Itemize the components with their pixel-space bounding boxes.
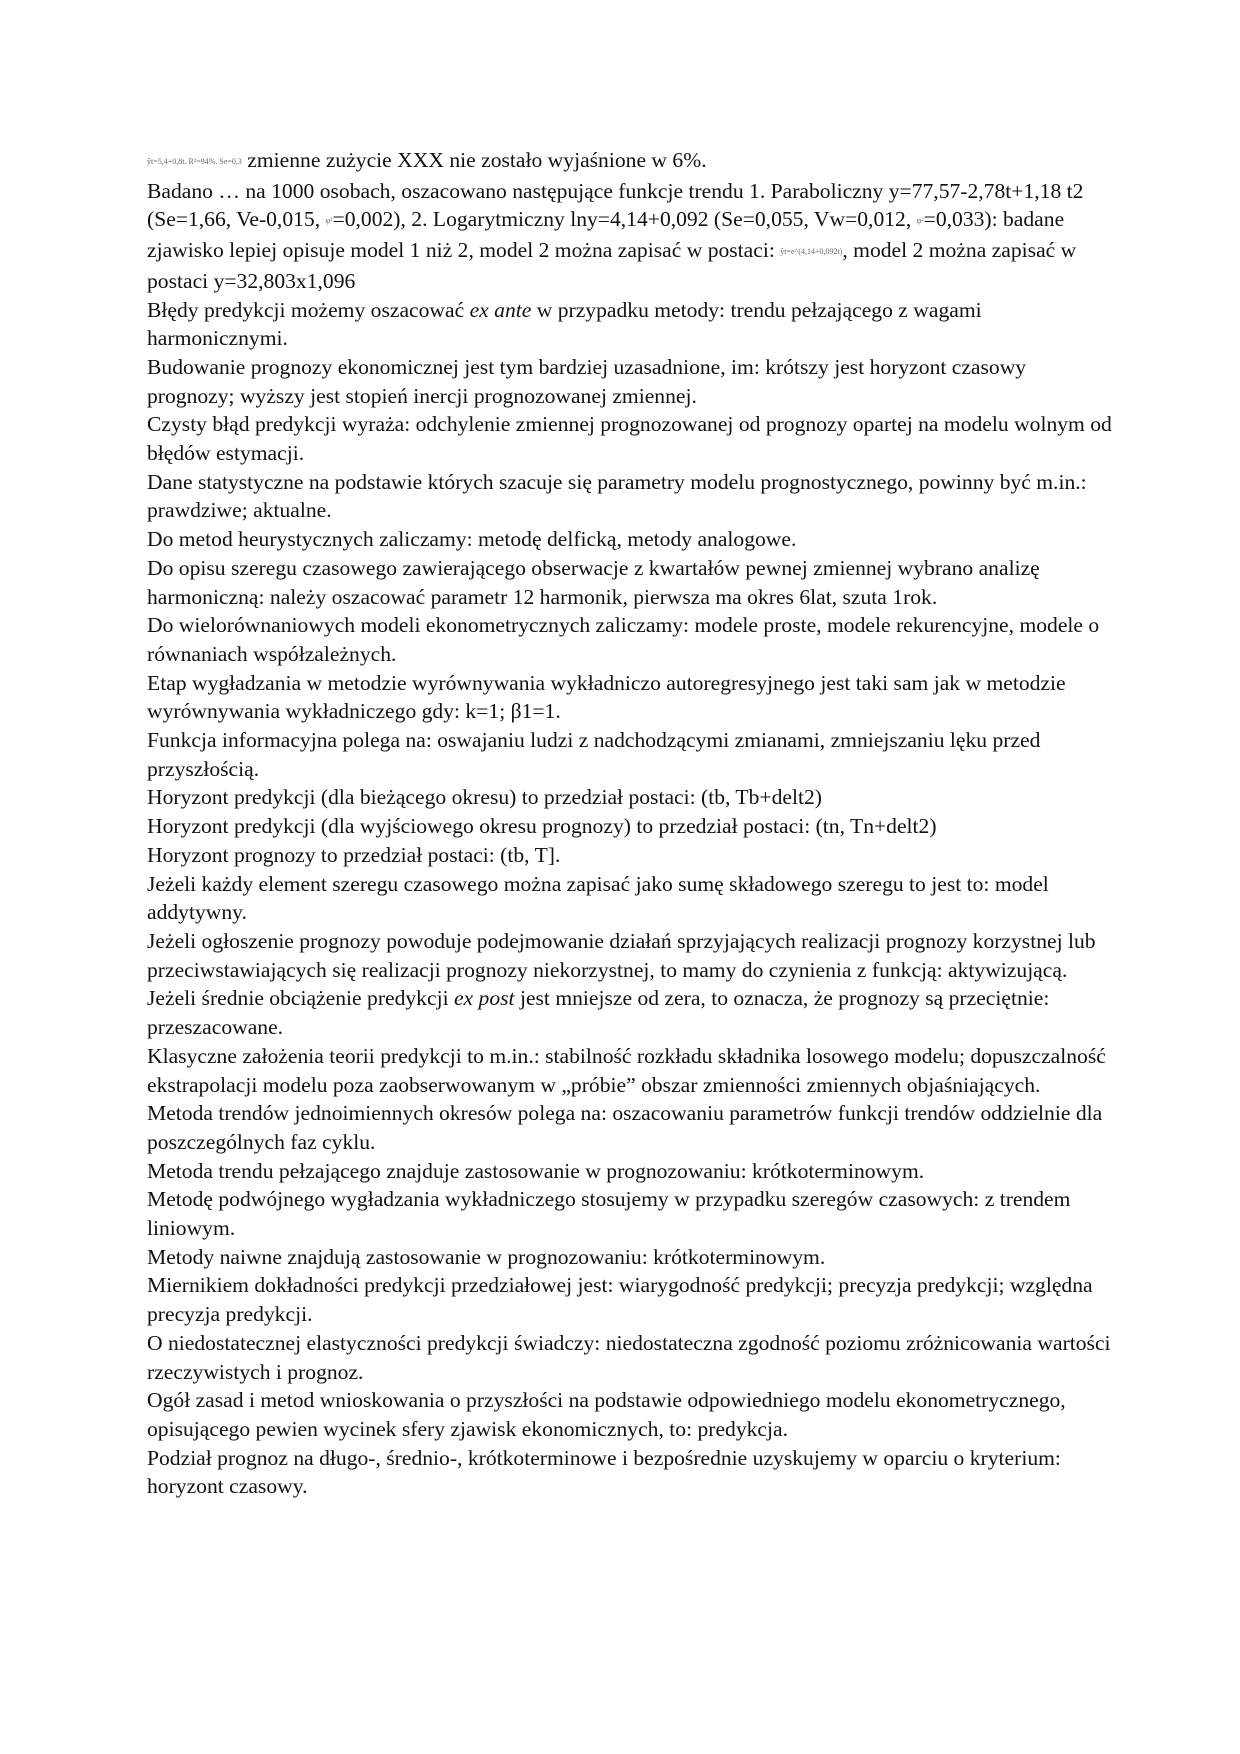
text-paragraph bbox=[147, 1271, 1117, 1328]
text-segment: w przypadku metody: trendu pełzającego z wagami harmonicznymi. bbox=[147, 297, 982, 351]
text-paragraph bbox=[147, 984, 1117, 1041]
text-paragraph bbox=[147, 1099, 1117, 1156]
text-segment: Dane statystyczne na podstawie których szacuje się parametry modelu prognostycznego, powinny być m.in.: prawdziwe; aktualne. bbox=[147, 469, 1087, 523]
text-paragraph bbox=[147, 1386, 1117, 1443]
formula-image: φ² bbox=[325, 216, 333, 226]
text-paragraph bbox=[147, 669, 1117, 726]
text-segment: Metodę podwójnego wygładzania wykładniczego stosujemy w przypadku szeregów czasowych: z trendem liniowym. bbox=[147, 1187, 1071, 1241]
text-segment: Etap wygładzania w metodzie wyrównywania wykładniczo autoregresyjnego jest taki sam jak w metodzie wyrównywania wykładniczego gdy: k=1; β1=1. bbox=[147, 670, 1066, 724]
text-paragraph bbox=[147, 927, 1117, 984]
text-segment: Horyzont prognozy to przedział postaci: (tb, T]. bbox=[147, 842, 561, 867]
text-paragraph bbox=[147, 353, 1117, 410]
text-paragraph bbox=[147, 1329, 1117, 1386]
text-segment: Metoda trendu pełzającego znajduje zastosowanie w prognozowaniu: krótkoterminowym. bbox=[147, 1158, 925, 1183]
text-segment: jest mniejsze od zera, to oznacza, że prognozy są przeciętnie: przeszacowane. bbox=[147, 986, 1050, 1040]
formula-image: ŷt=e^(4,14+0,092t) bbox=[780, 247, 843, 257]
text-segment: , model 2 można zapisać w postaci y=32,803x1,096 bbox=[147, 238, 1077, 293]
italic-term: ex post bbox=[453, 986, 515, 1011]
text-paragraph bbox=[147, 296, 1117, 353]
text-paragraph bbox=[147, 468, 1117, 525]
text-segment: zmienne zużycie XXX nie zostało wyjaśnione w 6%. bbox=[241, 148, 707, 172]
text-paragraph bbox=[147, 611, 1117, 668]
text-segment: Jeżeli każdy element szeregu czasowego można zapisać jako sumę składowego szeregu to jest to: model addytywny. bbox=[147, 871, 1049, 925]
text-paragraph bbox=[147, 841, 1117, 870]
text-segment: Horyzont predykcji (dla bieżącego okresu) to przedział postaci: (tb, Tb+delt2) bbox=[147, 785, 822, 810]
text-paragraph bbox=[147, 783, 1117, 812]
text-paragraph bbox=[147, 1185, 1117, 1242]
text-segment: Badano … na 1000 osobach, oszacowano następujące funkcje trendu 1. Paraboliczny y=77,57-2,78t+1,18 t2 (Se=1,66, Ve-0,015, bbox=[147, 178, 1084, 232]
text-segment: =0,002), 2. Logarytmiczny lny=4,14+0,092 (Se=0,055, Vw=0,012, bbox=[332, 207, 917, 232]
text-segment: Ogół zasad i metod wnioskowania o przyszłości na podstawie odpowiedniego modelu ekonometrycznego, opisującego pewien wycinek sfery zjawisk ekonomicznych, to: predykcja. bbox=[147, 1388, 1066, 1441]
text-paragraph bbox=[147, 177, 1117, 296]
text-segment: Do wielorównaniowych modeli ekonometrycznych zaliczamy: modele proste, modele rekurencyjne, modele o równaniach współzależnych. bbox=[147, 613, 1100, 666]
text-segment: Miernikiem dokładności predykcji przedziałowej jest: wiarygodność predykcji; precyzja predykcji; względna precyzja predykcji. bbox=[147, 1273, 1093, 1327]
text-paragraph bbox=[147, 410, 1117, 467]
text-paragraph bbox=[147, 1243, 1117, 1272]
document-text bbox=[147, 146, 1117, 1501]
text-segment: O niedostatecznej elastyczności predykcji świadczy: niedostateczna zgodność poziomu zróżnicowania wartości rzeczywistych i prognoz. bbox=[147, 1330, 1111, 1384]
text-segment: Metoda trendów jednoimiennych okresów polega na: oszacowaniu parametrów funkcji trendów oddzielnie dla poszczególnych faz cyklu. bbox=[147, 1101, 1103, 1154]
formula-image: φ² bbox=[916, 216, 924, 226]
text-segment: Funkcja informacyjna polega na: oswajaniu ludzi z nadchodzącymi zmianami, zmniejszaniu lęku przed przyszłością. bbox=[147, 728, 1041, 781]
text-paragraph bbox=[147, 554, 1117, 611]
text-segment: Jeżeli średnie obciążenie predykcji bbox=[147, 986, 454, 1011]
text-segment: Horyzont predykcji (dla wyjściowego okresu prognozy) to przedział postaci: (tn, Tn+delt2) bbox=[147, 814, 937, 839]
text-paragraph bbox=[147, 812, 1117, 841]
text-segment: =0,033): badane zjawisko lepiej opisuje model 1 niż 2, model 2 można zapisać w postaci: bbox=[147, 207, 1065, 263]
text-paragraph bbox=[147, 146, 1117, 177]
text-segment: Budowanie prognozy ekonomicznej jest tym bardziej uzasadnione, im: krótszy jest horyzont czasowy prognozy; wyższy jest stopień inercji prognozowanej zmiennej. bbox=[147, 354, 1027, 408]
text-paragraph bbox=[147, 1042, 1117, 1099]
text-paragraph bbox=[147, 525, 1117, 554]
text-segment: Czysty błąd predykcji wyraża: odchylenie zmiennej prognozowanej od prognozy opartej na modelu wolnym od błędów estymacji. bbox=[147, 412, 1112, 466]
text-segment: Metody naiwne znajdują zastosowanie w prognozowaniu: krótkoterminowym. bbox=[147, 1244, 826, 1269]
text-paragraph bbox=[147, 870, 1117, 927]
text-segment: Do opisu szeregu czasowego zawierającego obserwacje z kwartałów pewnej zmiennej wybrano analizę harmoniczną: należy oszacować parametr 12 harmonik, pierwsza ma okres 6lat, szuta 1rok. bbox=[147, 555, 1040, 609]
text-segment: Do metod heurystycznych zaliczamy: metodę delficką, metody analogowe. bbox=[147, 527, 797, 552]
text-segment: Klasyczne założenia teorii predykcji to m.in.: stabilność rozkładu składnika losowego modelu; dopuszczalność ekstrapolacji modelu poza zaobserwowanym w „próbie” obszar zmienności zmiennych objaśniających. bbox=[147, 1043, 1106, 1097]
text-paragraph bbox=[147, 1444, 1117, 1501]
text-segment: Jeżeli ogłoszenie prognozy powoduje podejmowanie działań sprzyjających realizacji prognozy korzystnej lub przeciwstawiających się realizacji prognozy niekorzystnej, to mamy do czynienia z funkcją: aktywizującą. bbox=[147, 928, 1096, 982]
italic-term: ex ante bbox=[469, 297, 532, 322]
formula-image: ŷt=5,4+0,8t. R²=94%. Se=0,3 bbox=[147, 157, 242, 166]
text-paragraph bbox=[147, 1157, 1117, 1186]
text-paragraph bbox=[147, 726, 1117, 783]
text-segment: Błędy predykcji możemy oszacować bbox=[147, 297, 470, 322]
text-segment: Podział prognoz na długo-, średnio-, krótkoterminowe i bezpośrednie uzyskujemy w oparciu o kryterium: horyzont czasowy. bbox=[147, 1445, 1061, 1499]
